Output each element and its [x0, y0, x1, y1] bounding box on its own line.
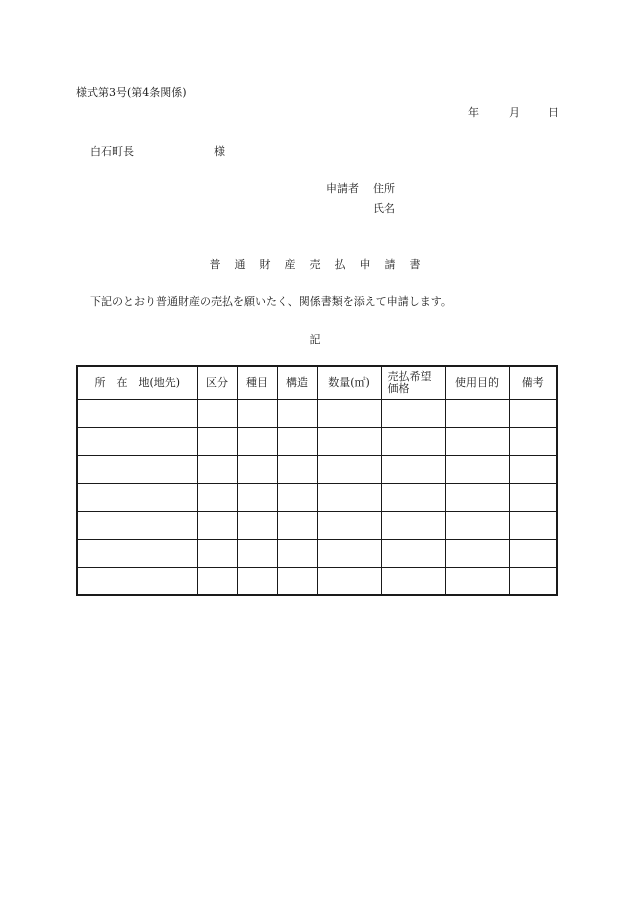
table-cell[interactable]	[77, 512, 197, 540]
header-desired-price-line2: 価格	[387, 382, 410, 395]
addressee-name: 白石町長	[90, 145, 134, 158]
table-cell[interactable]	[197, 456, 237, 484]
table-cell[interactable]	[237, 540, 277, 568]
header-category: 区分	[197, 366, 237, 400]
table-cell[interactable]	[509, 512, 557, 540]
table-row	[77, 428, 557, 456]
table-cell[interactable]	[277, 540, 317, 568]
header-desired-price	[381, 366, 445, 400]
table-header-row	[77, 366, 557, 400]
table-cell[interactable]	[381, 400, 445, 428]
table-cell[interactable]	[237, 512, 277, 540]
table-cell[interactable]	[277, 400, 317, 428]
table-cell[interactable]	[445, 484, 509, 512]
table-row	[77, 568, 557, 596]
table-cell[interactable]	[509, 456, 557, 484]
date-line	[468, 104, 559, 120]
header-type: 種目	[237, 366, 277, 400]
table-cell[interactable]	[509, 568, 557, 596]
table-cell[interactable]	[381, 512, 445, 540]
table-cell[interactable]	[509, 540, 557, 568]
table-cell[interactable]	[277, 428, 317, 456]
table-row	[77, 484, 557, 512]
table-cell[interactable]	[317, 512, 381, 540]
table-cell[interactable]	[77, 428, 197, 456]
table-cell[interactable]	[197, 512, 237, 540]
date-day-label: 日	[548, 106, 559, 119]
table-cell[interactable]	[77, 540, 197, 568]
table-cell[interactable]	[277, 456, 317, 484]
table-cell[interactable]	[237, 484, 277, 512]
table-cell[interactable]	[317, 484, 381, 512]
header-location: 所 在 地(地先)	[77, 366, 197, 400]
table-cell[interactable]	[237, 428, 277, 456]
table-cell[interactable]	[277, 568, 317, 596]
table-cell[interactable]	[317, 428, 381, 456]
table-cell[interactable]	[381, 456, 445, 484]
table-cell[interactable]	[317, 568, 381, 596]
table-cell[interactable]	[445, 428, 509, 456]
document-title: 普通財産売払申請書	[209, 258, 435, 271]
table-cell[interactable]	[277, 512, 317, 540]
table-cell[interactable]	[237, 400, 277, 428]
table-cell[interactable]	[197, 568, 237, 596]
table-cell[interactable]	[317, 456, 381, 484]
date-month-label: 月	[509, 106, 520, 119]
table-cell[interactable]	[77, 400, 197, 428]
date-year-label: 年	[468, 106, 479, 119]
header-quantity: 数量(㎡)	[317, 366, 381, 400]
header-remarks: 備考	[509, 366, 557, 400]
table-cell[interactable]	[197, 484, 237, 512]
table-cell[interactable]	[77, 484, 197, 512]
table-cell[interactable]	[77, 568, 197, 596]
table-cell[interactable]	[237, 568, 277, 596]
header-desired-price-line1: 売払希望	[387, 370, 432, 383]
table-cell[interactable]	[277, 484, 317, 512]
table-cell[interactable]	[381, 540, 445, 568]
body-text: 下記のとおり普通財産の売払を願いたく、関係書類を添えて申請します。	[90, 295, 452, 308]
table-cell[interactable]	[445, 400, 509, 428]
table-cell[interactable]	[509, 484, 557, 512]
table-cell[interactable]	[509, 428, 557, 456]
header-purpose: 使用目的	[445, 366, 509, 400]
table-cell[interactable]	[445, 568, 509, 596]
table-cell[interactable]	[445, 512, 509, 540]
table-cell[interactable]	[509, 400, 557, 428]
addressee-honorific: 様	[214, 145, 225, 158]
table-cell[interactable]	[317, 540, 381, 568]
table-cell[interactable]	[445, 456, 509, 484]
applicant-address-label: 住所	[373, 182, 395, 195]
header-structure: 構造	[277, 366, 317, 400]
table-cell[interactable]	[197, 400, 237, 428]
table-row	[77, 512, 557, 540]
table-row	[77, 456, 557, 484]
applicant-label: 申請者	[326, 182, 359, 195]
application-table	[76, 365, 558, 596]
form-number: 様式第3号(第4条関係)	[76, 86, 187, 99]
table-cell[interactable]	[77, 456, 197, 484]
table-cell[interactable]	[381, 484, 445, 512]
table-cell[interactable]	[197, 540, 237, 568]
addressee	[90, 143, 225, 159]
applicant-name-label: 氏名	[373, 202, 395, 215]
table-row	[77, 540, 557, 568]
table-cell[interactable]	[381, 568, 445, 596]
table-cell[interactable]	[197, 428, 237, 456]
table-cell[interactable]	[237, 456, 277, 484]
ki-heading: 記	[309, 333, 321, 346]
table-cell[interactable]	[381, 428, 445, 456]
table-cell[interactable]	[445, 540, 509, 568]
table-row	[77, 400, 557, 428]
table-cell[interactable]	[317, 400, 381, 428]
